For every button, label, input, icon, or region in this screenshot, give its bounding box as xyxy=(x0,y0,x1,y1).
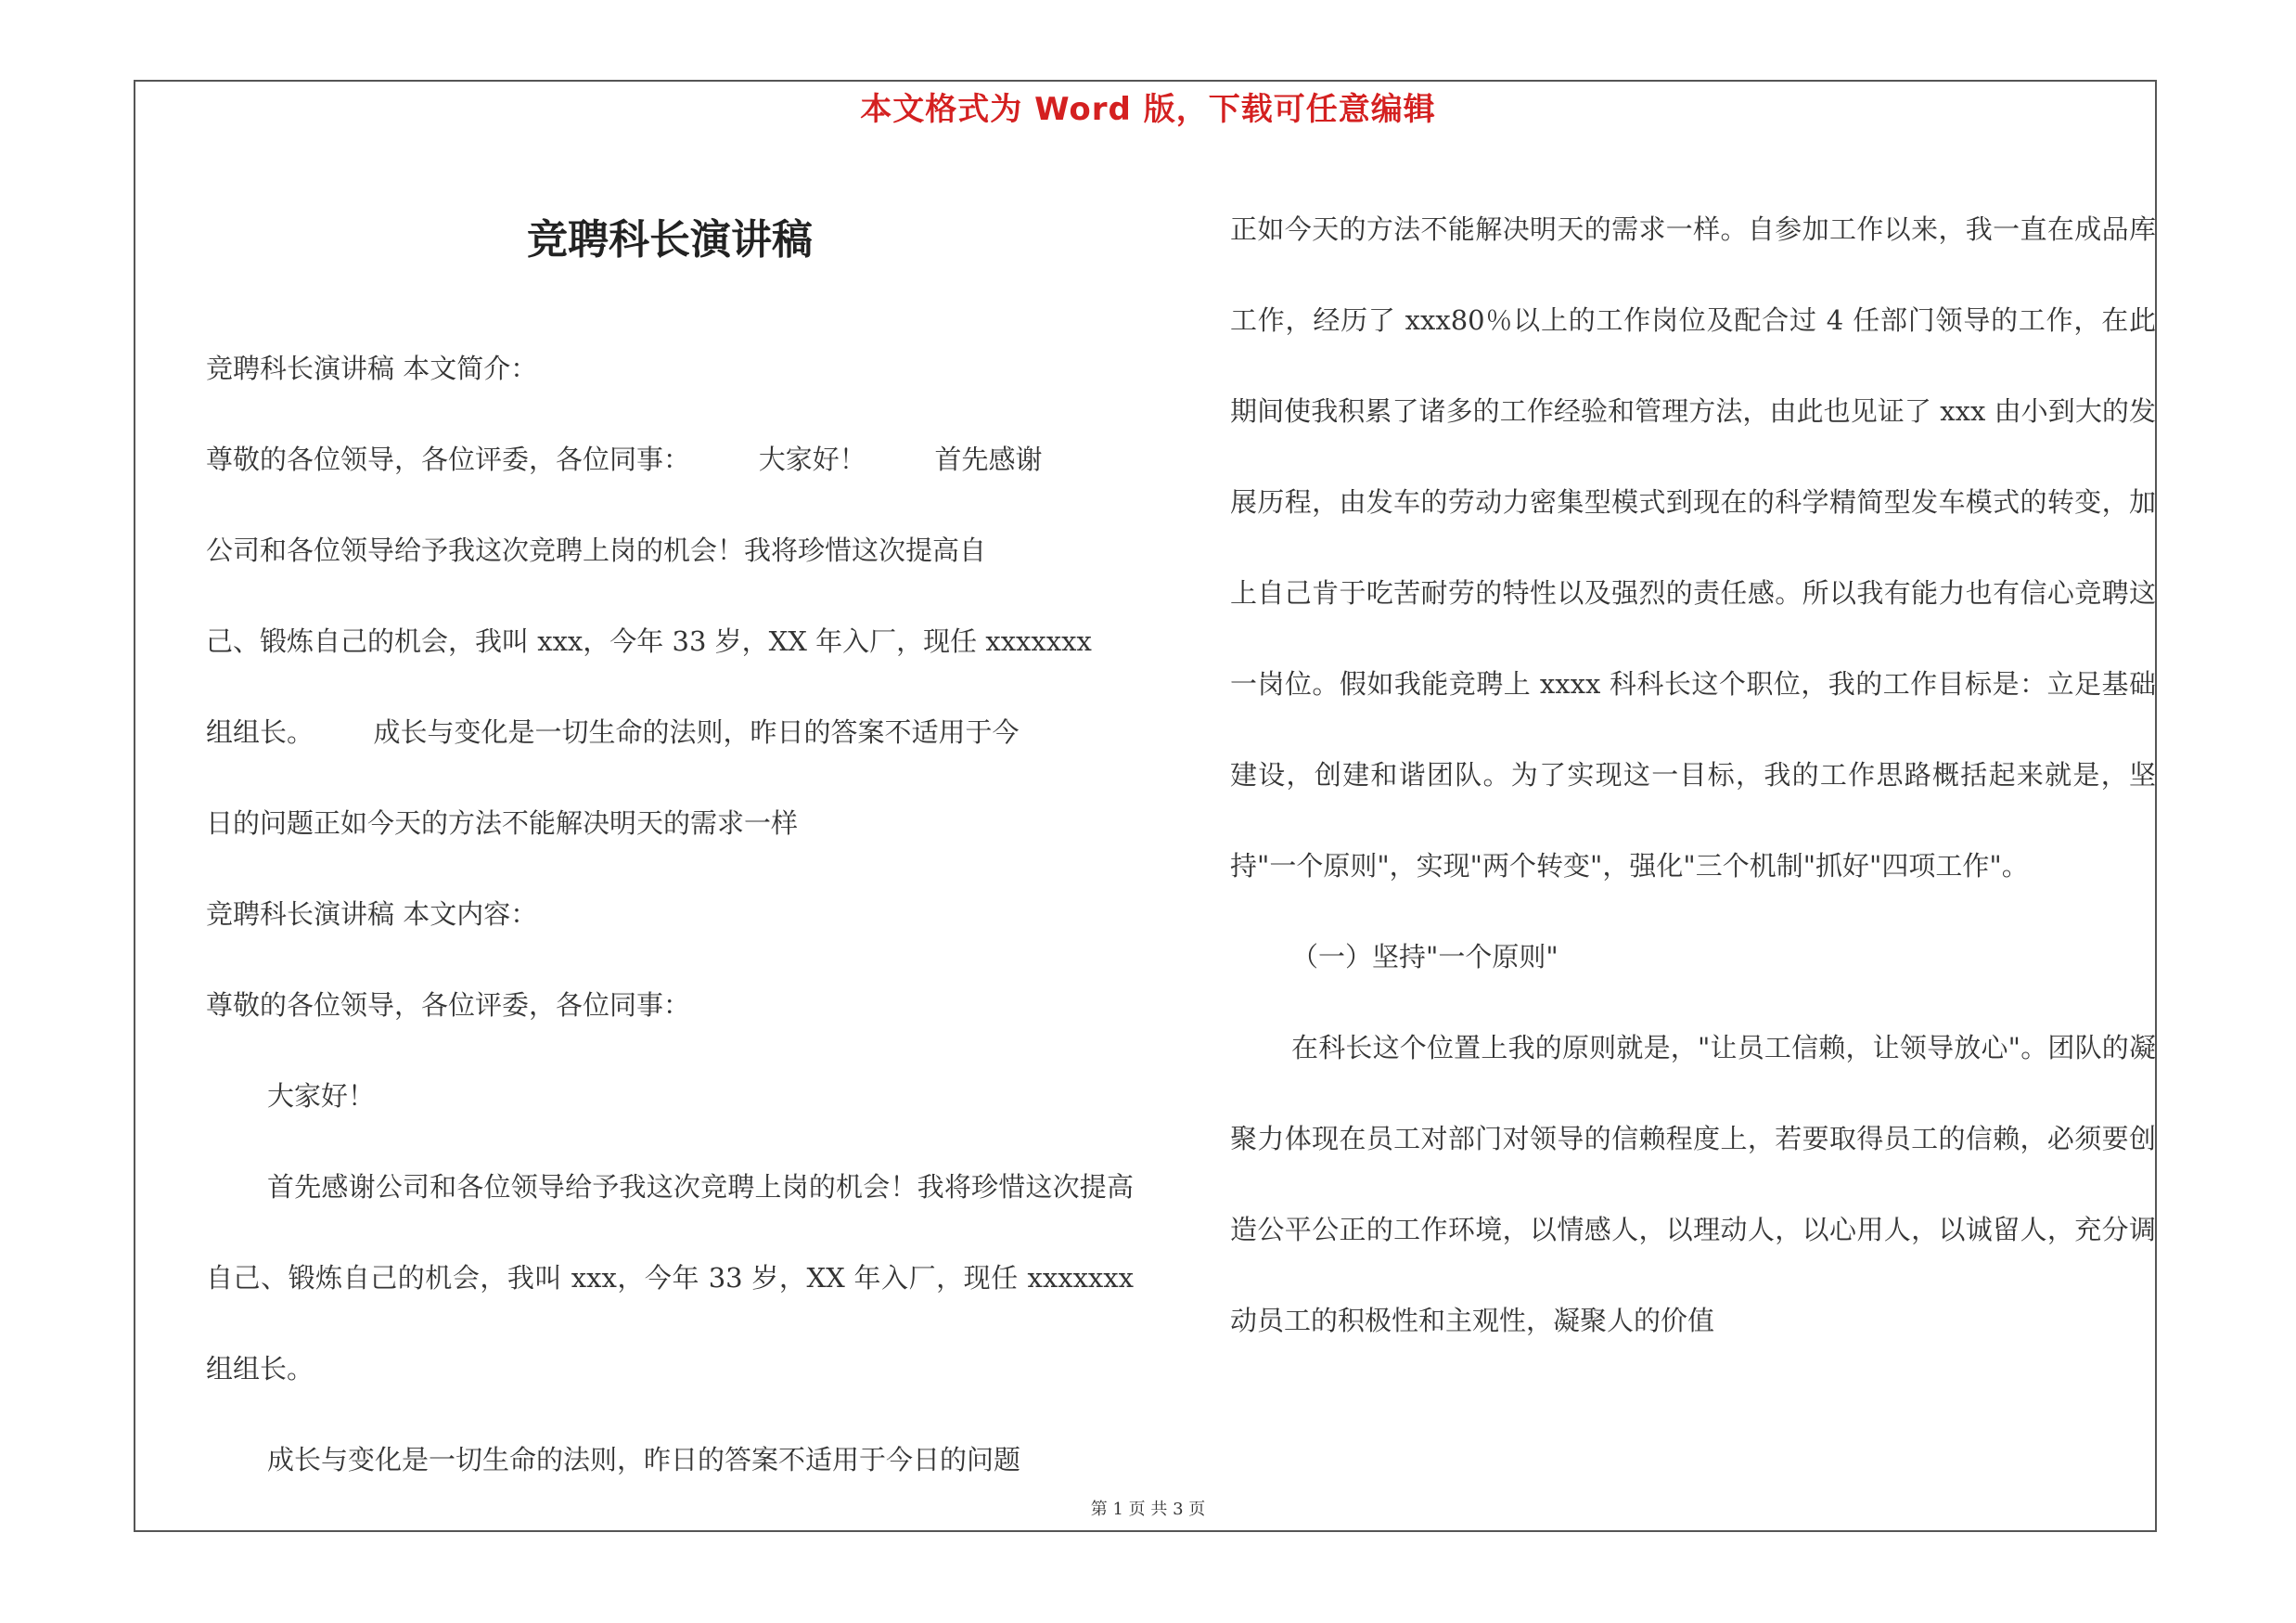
paragraph: 竞聘科长演讲稿 本文内容： xyxy=(206,898,538,930)
summary-line: 公司和各位领导给予我这次竞聘上岗的机会！我将珍惜这次提高自 xyxy=(206,535,987,566)
paragraph: 成长与变化是一切生命的法则，昨日的答案不适用于今日的问题 xyxy=(267,1444,1021,1475)
section-heading: （一）坚持"一个原则" xyxy=(1291,941,1558,973)
paragraph: 尊敬的各位领导，各位评委，各位同事： xyxy=(206,989,691,1021)
paragraph: 竞聘科长演讲稿 本文简介： xyxy=(206,353,538,384)
right-column xyxy=(1230,184,2156,1366)
summary-paragraph xyxy=(206,414,1134,869)
paragraph: 大家好！ xyxy=(267,1080,376,1112)
summary-line: 日的问题正如今天的方法不能解决明天的需求一样 xyxy=(206,807,799,839)
paragraph: 首先感谢公司和各位领导给予我这次竞聘上岗的机会！我将珍惜这次提高自己、锻炼自己的机会，我叫 xxx，今年 33 岁，XX 年入厂，现任 xxxxxxx 组组长。 xyxy=(206,1171,1134,1385)
summary-line: 组组长。 成长与变化是一切生命的法则，昨日的答案不适用于今 xyxy=(206,716,1020,748)
page-number: 第 1 页 共 3 页 xyxy=(1090,1500,1206,1519)
paragraph: 在科长这个位置上我的原则就是，"让员工信赖，让领导放心"。团队的凝聚力体现在员工对部门对领导的信赖程度上，若要取得员工的信赖，必须要创造公平公正的工作环境，以情感人，以理动人，以心用人，以诚留人，充分调动员工的积极性和主观性，凝聚人的价值 xyxy=(1230,1032,2156,1336)
left-column xyxy=(206,323,1134,1505)
document-title: 竞聘科长演讲稿 xyxy=(527,216,813,264)
summary-line: 己、锻炼自己的机会，我叫 xxx，今年 33 岁，XX 年入厂，现任 xxxxxxx xyxy=(206,625,1092,657)
word-format-banner: 本文格式为 Word 版，下载可任意编辑 xyxy=(860,91,1436,128)
paragraph: 正如今天的方法不能解决明天的需求一样。自参加工作以来，我一直在成品库工作，经历了 xxx80％以上的工作岗位及配合过 4 任部门领导的工作，在此期间使我积累了诸多的工作经验和管理方法，由此也见证了 xxx 由小到大的发展历程，由发车的劳动力密集型模式到现在的科学精简型发车模式的转变，加上自己肯于吃苦耐劳的特性以及强烈的责任感。所以我有能力也有信心竞聘这一岗位。假如我能竞聘上 xxxx 科科长这个职位，我的工作目标是：立足基础建设，创建和谐团队。为了实现这一目标，我的工作思路概括起来就是，坚持"一个原则"，实现"两个转变"，强化"三个机制"抓好"四项工作"。 xyxy=(1230,213,2156,882)
summary-line: 尊敬的各位领导，各位评委，各位同事： 大家好！ 首先感谢 xyxy=(206,444,1043,475)
